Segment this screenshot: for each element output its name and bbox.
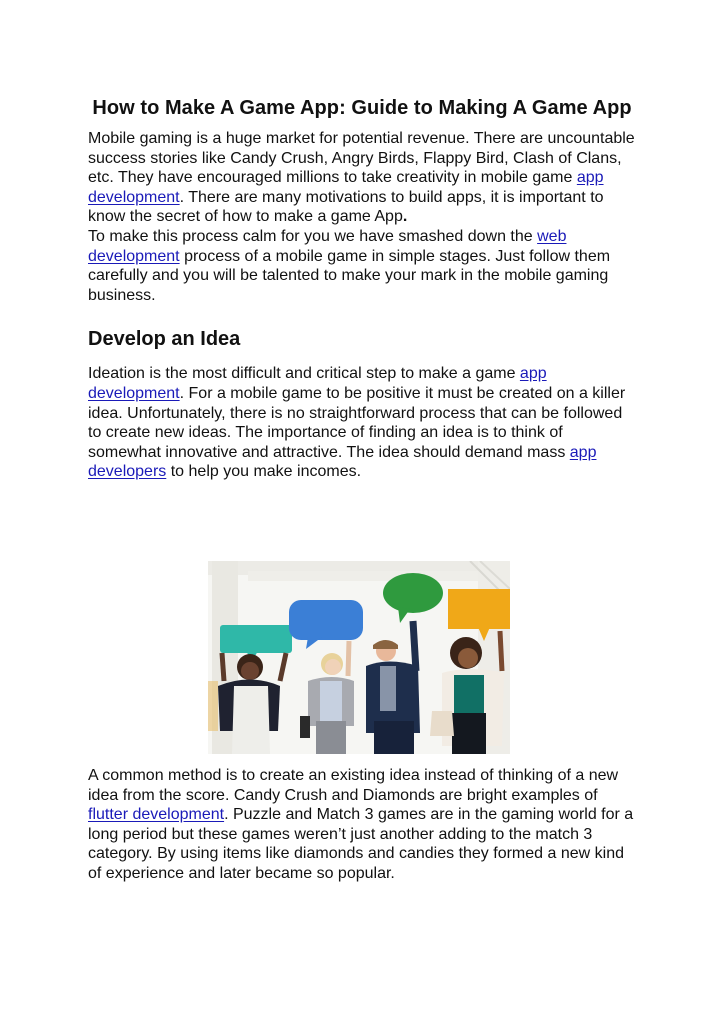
- closing-section: [88, 766, 636, 884]
- section-text-2: . For a mobile game to be positive it must be created on a killer idea. Unfortunately, there is no straightforward process that can be followed to create new ideas. The importance of finding an idea is to think of somewhat innovative and attractive. The idea should demand mass: [88, 384, 626, 461]
- intro-text-3: .: [402, 208, 408, 226]
- document-page: [88, 96, 636, 482]
- second-text-1: To make this process calm for you we have smashed down the: [88, 227, 538, 245]
- section-paragraph: [88, 364, 636, 482]
- link-web-development[interactable]: web development: [88, 227, 567, 265]
- link-app-development-2[interactable]: app development: [88, 365, 547, 402]
- second-text-2: process of a mobile game in simple stages. Just follow them carefully and you will be talented to make your mark in the mobile gaming business.: [88, 247, 611, 304]
- link-app-development[interactable]: app development: [88, 169, 604, 206]
- closing-text-1: A common method is to create an existing idea instead of thinking of a new idea from the score. Candy Crush and Diamonds are bright examples of: [88, 767, 619, 804]
- page-title: How to Make A Game App: Guide to Making A Game App: [92, 97, 632, 119]
- intro-text-1: Mobile gaming is a huge market for potential revenue. There are uncountable success stories like Candy Crush, Angry Birds, Flappy Bird, Clash of Clans, etc. They have encouraged millions to take creativity in mobile game: [88, 130, 635, 187]
- section-heading: Develop an Idea: [88, 328, 241, 351]
- link-flutter-development[interactable]: flutter development: [88, 806, 225, 824]
- figure-people-speech-bubbles: [208, 561, 510, 754]
- closing-paragraph: [88, 766, 636, 884]
- closing-text-2: . Puzzle and Match 3 games are in the gaming world for a long period but these games weren’t just another adding to the match 3 category. By using items like diamonds and candies they formed a new kind of experience and later became so popular.: [88, 806, 634, 882]
- second-paragraph: [88, 227, 636, 305]
- section-text-3: to help you make incomes.: [166, 463, 362, 481]
- section-text-1: Ideation is the most difficult and critical step to make a game: [88, 365, 520, 383]
- intro-text-2: . There are many motivations to build apps, it is important to know the secret of how to make a game App: [88, 188, 604, 226]
- intro-paragraph: [88, 129, 636, 227]
- link-app-developers[interactable]: app developers: [88, 443, 597, 481]
